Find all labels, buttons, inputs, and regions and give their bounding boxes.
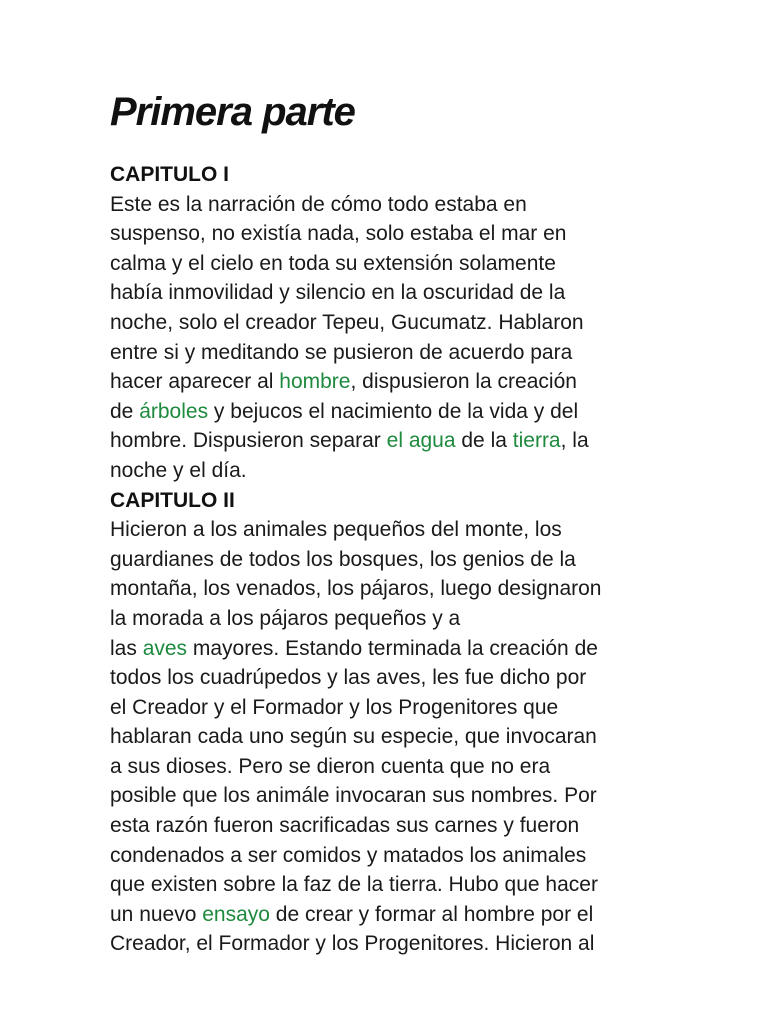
- text-line: el Creador y el Formador y los Progenitores que: [110, 695, 559, 719]
- text-line: guardianes de todos los bosques, los genios de la: [110, 547, 576, 571]
- text-line: Este es la narración de cómo todo estaba en: [110, 192, 527, 216]
- text-segment: hombre. Dispusieron separar: [110, 429, 387, 453]
- text-segment: y bejucos el nacimiento de la vida y del: [208, 399, 579, 423]
- text-line: Hicieron a los animales pequeños del monte, los: [110, 518, 562, 542]
- page-title: Primera parte: [110, 90, 355, 134]
- text-line: la morada a los pájaros pequeños y a: [110, 606, 461, 630]
- aves-link[interactable]: aves: [142, 636, 188, 660]
- text-line: suspenso, no existía nada, solo estaba el mar en: [110, 222, 567, 246]
- text-segment: de crear y formar al hombre por el: [269, 902, 594, 926]
- text-segment: de: [110, 399, 140, 423]
- text-line: entre si y meditando se pusieron de acuerdo para: [110, 340, 573, 364]
- text-segment: las: [110, 636, 143, 660]
- text-segment: , la: [560, 429, 589, 453]
- text-line: hablaran cada uno según su especie, que invocaran: [110, 725, 597, 749]
- text-line: posible que los animále invocaran sus nombres. Por: [110, 784, 597, 808]
- text-segment: , dispusieron la creación: [350, 370, 577, 394]
- text-line: montaña, los venados, los pájaros, luego designaron: [110, 577, 602, 601]
- text-line: [110, 900, 660, 930]
- text-line: que existen sobre la faz de la tierra. Hubo que hacer: [110, 873, 598, 897]
- hombre-link[interactable]: hombre: [279, 370, 351, 394]
- chapter-1-text: [110, 190, 660, 486]
- chapter-2-text: [110, 515, 660, 959]
- text-line: [110, 367, 660, 397]
- text-line: a sus dioses. Pero se dieron cuenta que no era: [110, 754, 551, 778]
- text-segment: de la: [455, 429, 513, 453]
- text-segment: un nuevo: [110, 902, 203, 926]
- document-page: [110, 86, 660, 959]
- text-line: noche y el día.: [110, 458, 247, 482]
- el-agua-link[interactable]: el agua: [386, 429, 456, 453]
- text-line: [110, 397, 660, 427]
- text-segment: mayores. Estando terminada la creación de: [187, 636, 598, 660]
- text-line: calma y el cielo en toda su extensión solamente: [110, 251, 556, 275]
- arboles-link[interactable]: árboles: [139, 399, 209, 423]
- ensayo-link[interactable]: ensayo: [202, 902, 270, 926]
- text-line: noche, solo el creador Tepeu, Gucumatz. Hablaron: [110, 310, 584, 334]
- text-line: [110, 634, 660, 664]
- chapter-1-heading: CAPITULO I: [110, 163, 229, 186]
- chapter-2-heading: CAPITULO II: [110, 488, 235, 512]
- tierra-link[interactable]: tierra: [512, 429, 561, 453]
- text-line: Creador, el Formador y los Progenitores. Hicieron al: [110, 932, 595, 956]
- text-line: [110, 426, 660, 456]
- text-segment: hacer aparecer al: [110, 370, 280, 394]
- text-line: esta razón fueron sacrificadas sus carnes y fueron: [110, 814, 580, 838]
- text-line: condenados a ser comidos y matados los animales: [110, 843, 587, 867]
- text-line: había inmovilidad y silencio en la oscuridad de la: [110, 281, 566, 305]
- text-line: todos los cuadrúpedos y las aves, les fue dicho por: [110, 666, 587, 690]
